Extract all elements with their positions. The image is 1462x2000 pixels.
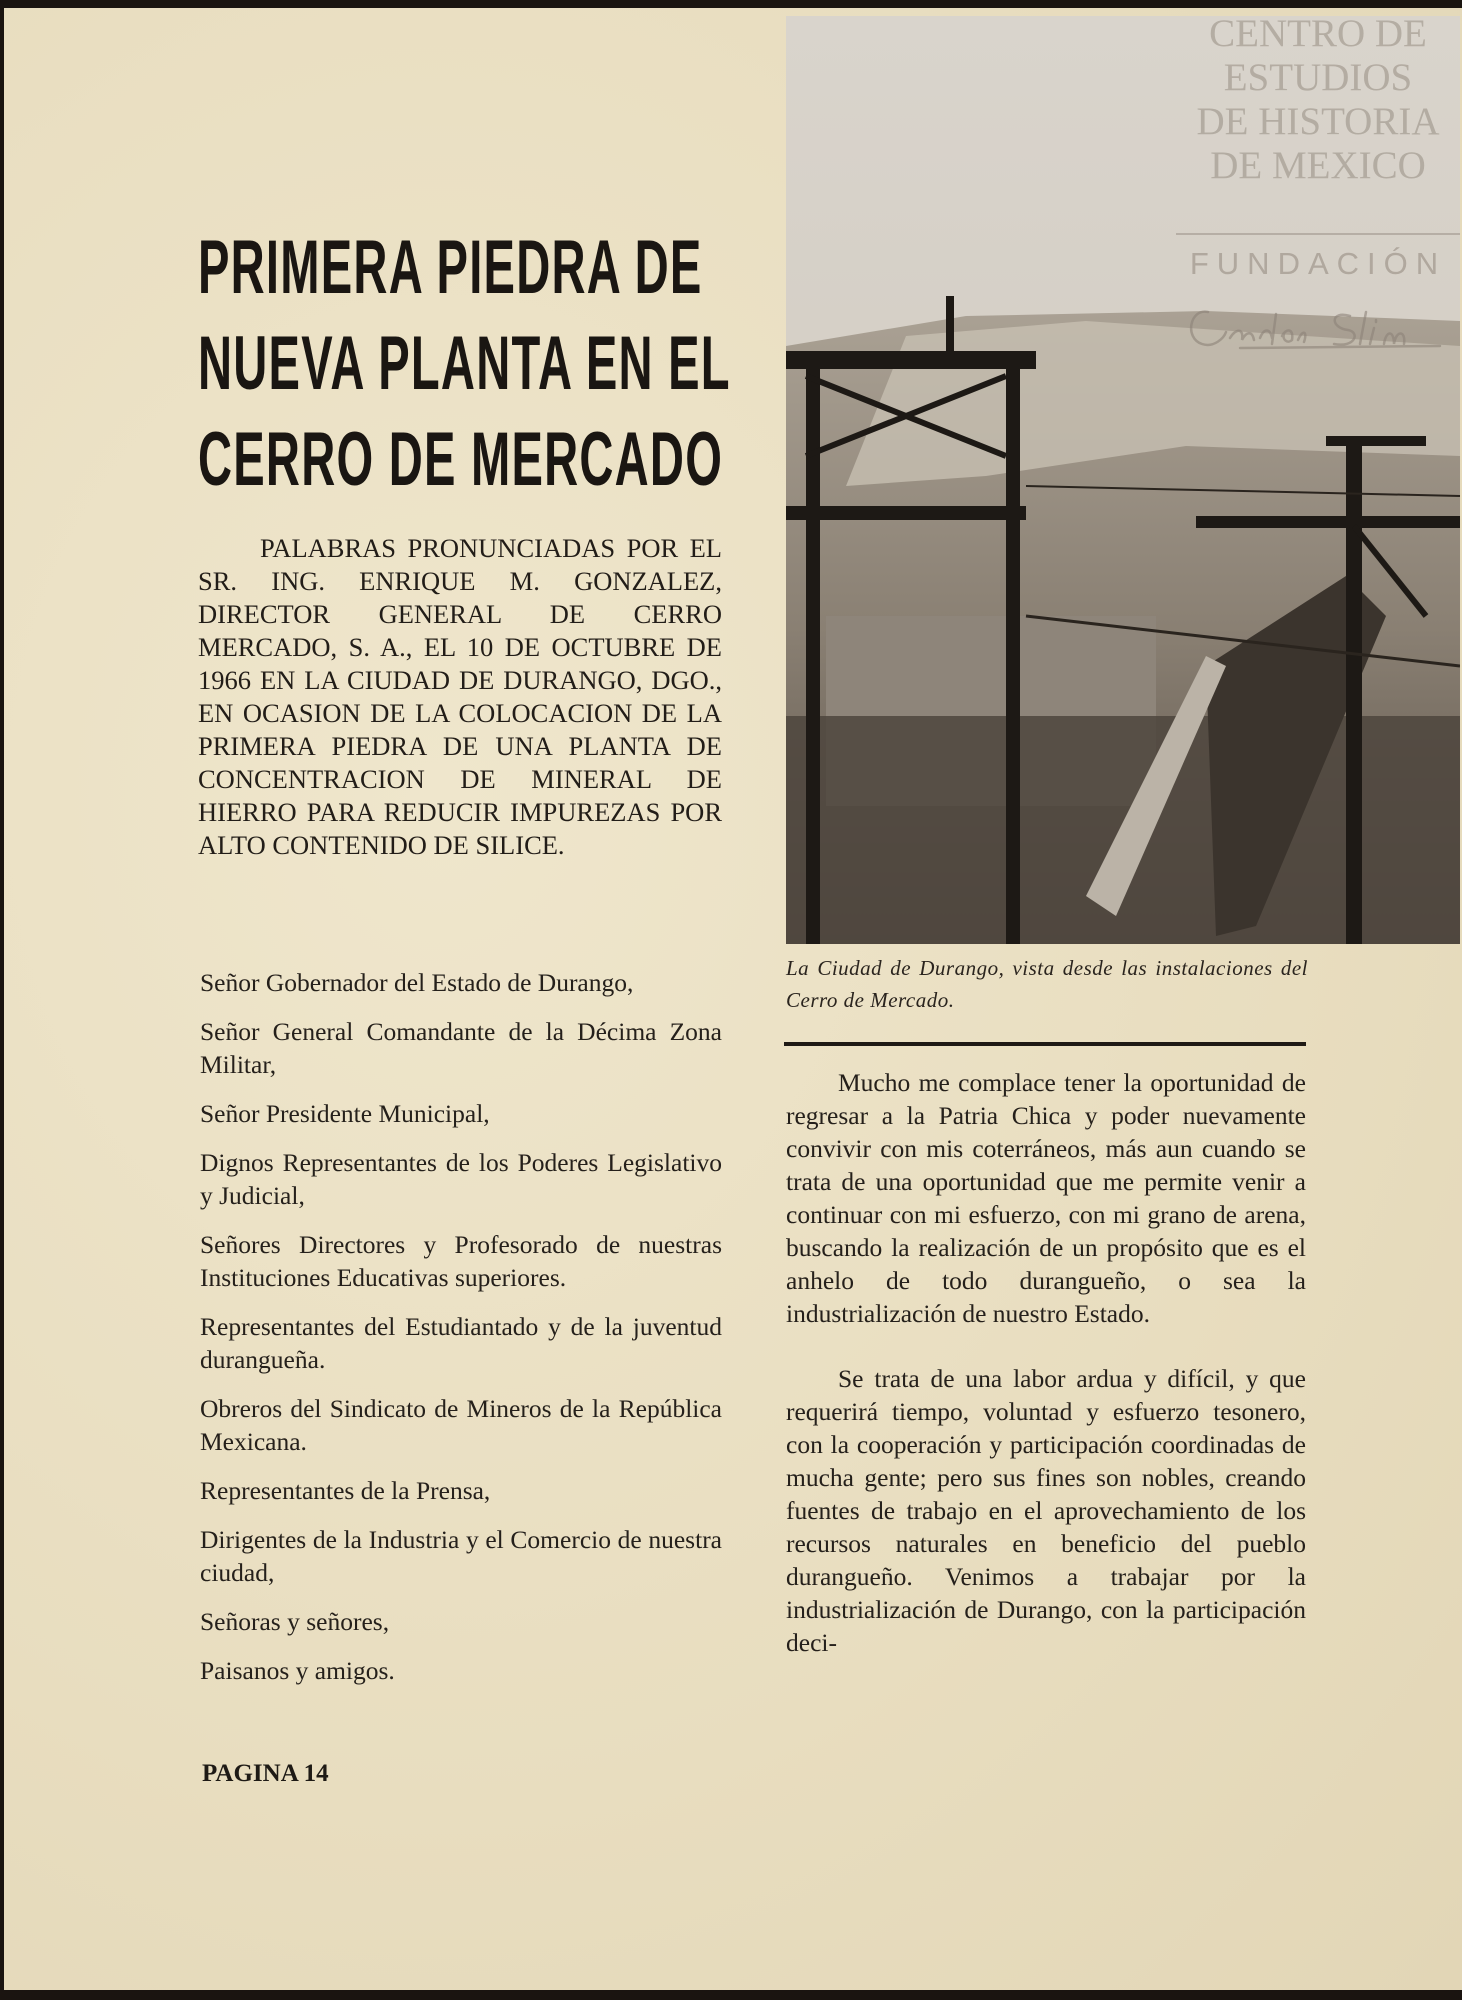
article-title [198, 220, 731, 508]
title-line: NUEVA PLANTA EN EL [198, 321, 731, 406]
watermark-line: DE MEXICO [1210, 144, 1426, 187]
article-body [786, 1066, 1306, 1691]
salutation-item: Señor Gobernador del Estado de Durango, [200, 968, 634, 997]
title-line: CERRO DE MERCADO [198, 417, 724, 502]
salutation-item: Señoras y señores, [200, 1607, 390, 1636]
archive-watermark [1176, 12, 1460, 188]
salutation-item: Señor Presidente Municipal, [200, 1099, 490, 1128]
salutation-item: Representantes del Estudiantado y de la juventud durangueña. [200, 1312, 722, 1374]
signature-icon [1180, 298, 1456, 358]
caption-divider [784, 1042, 1306, 1046]
body-paragraph: Mucho me complace tener la oportunidad de regresar a la Patria Chica y poder nuevamente convivir con mis coterráneos, más aun cuando se trata de una oportunidad que me permite venir a continuar con mi esfuerzo, con mi grano de arena, buscando la realización de un propósito que es el anhelo de todo durangueño, o sea la industrialización de nuestro Estado. [786, 1068, 1306, 1328]
body-paragraph: Se trata de una labor ardua y difícil, y que requerirá tiempo, voluntad y esfuerzo tesonero, con la cooperación y participación coordinadas de mucha gente; pero sus fines son nobles, creando fuentes de trabajo en el aprovechamiento de los recursos naturales en beneficio del pueblo durangueño. Venimos a trabajar por la industrialización de Durango, con la participación deci- [786, 1364, 1306, 1657]
salutation-item: Señores Directores y Profesorado de nuestras Instituciones Educativas superiores. [200, 1230, 722, 1292]
salutation-item: Dirigentes de la Industria y el Comercio de nuestra ciudad, [200, 1525, 722, 1587]
watermark-fundacion: FUNDACIÓN [1189, 246, 1447, 281]
salutations-list [200, 966, 722, 1703]
salutation-item: Señor General Comandante de la Décima Zona Militar, [200, 1017, 722, 1079]
salutation-item: Representantes de la Prensa, [200, 1476, 491, 1505]
salutation-item: Obreros del Sindicato de Mineros de la República Mexicana. [200, 1394, 722, 1456]
page-number: PAGINA 14 [202, 1760, 329, 1787]
salutation-item: Dignos Representantes de los Poderes Legislativo y Judicial, [200, 1148, 722, 1210]
title-line: PRIMERA PIEDRA DE [198, 225, 703, 310]
salutation-item: Paisanos y amigos. [200, 1656, 395, 1685]
article-intro: PALABRAS PRONUNCIADAS POR EL SR. ING. ENRIQUE M. GONZALEZ, DIRECTOR GENERAL DE CERRO MERCADO, S. A., EL 10 DE OCTUBRE DE 1966 EN LA CIUDAD DE DURANGO, DGO., EN OCASION DE LA COLOCACION DE LA PRIMERA PIEDRA DE UNA PLANTA DE CONCENTRACION DE MINERAL DE HIERRO PARA REDUCIR IMPUREZAS POR ALTO CONTENIDO DE SILICE. [198, 533, 722, 860]
magazine-page [4, 8, 1462, 1990]
photo-caption: La Ciudad de Durango, vista desde las instalaciones del Cerro de Mercado. [786, 956, 1308, 1012]
watermark-divider [1176, 233, 1460, 235]
watermark-line: DE HISTORIA [1196, 100, 1440, 143]
watermark-line: CENTRO DE [1209, 12, 1427, 55]
watermark-line: ESTUDIOS [1223, 56, 1413, 99]
